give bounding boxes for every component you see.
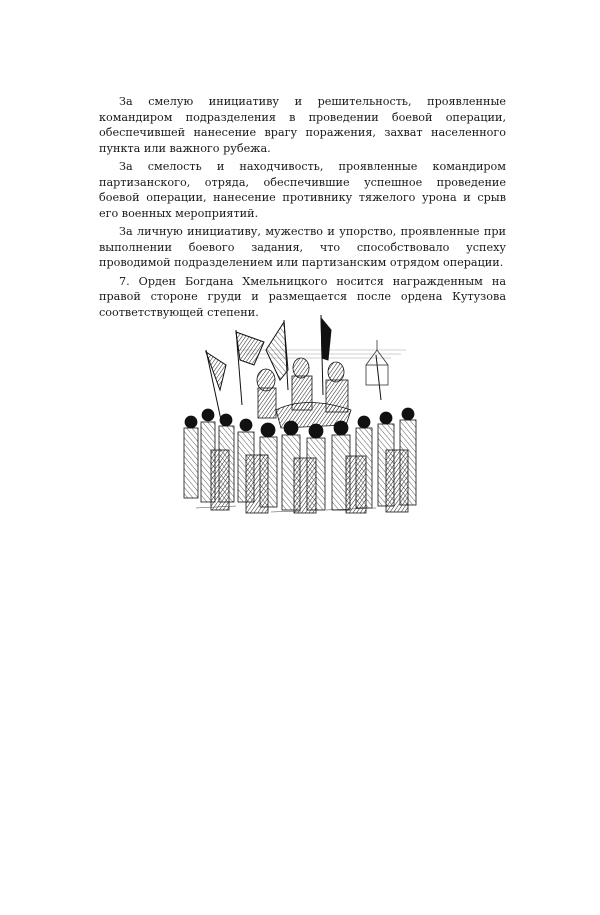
- paragraph-wearing-rules: 7. Орден Богдана Хмельницкого носится награжденным на правой стороне груди и размещается после ордена Кутузова соответствующей степени.: [99, 274, 506, 319]
- paragraph-partisan-commander: За смелость и находчивость, проявленные командиром партизанского, отряда, обеспечившие успешное проведение боевой операции, нанесение противнику тяжелого урона и срыв его военных мероприятий.: [99, 160, 506, 220]
- paragraph-personal-initiative: За личную инициативу, мужество и упорство, проявленные при выполнении боевого задания, что способствовало успеху проводимой подразделением или партизанским отрядом операции.: [99, 225, 506, 269]
- statute-text: [99, 94, 506, 320]
- paragraph-commander-initiative: За смелую инициативу и решительность, проявленные командиром подразделения в проведении боевой операции, обеспечившей нанесение врагу поражения, захват населенного пункта или важного рубежа.: [99, 95, 506, 155]
- crowd-engraving-illustration: [176, 310, 428, 515]
